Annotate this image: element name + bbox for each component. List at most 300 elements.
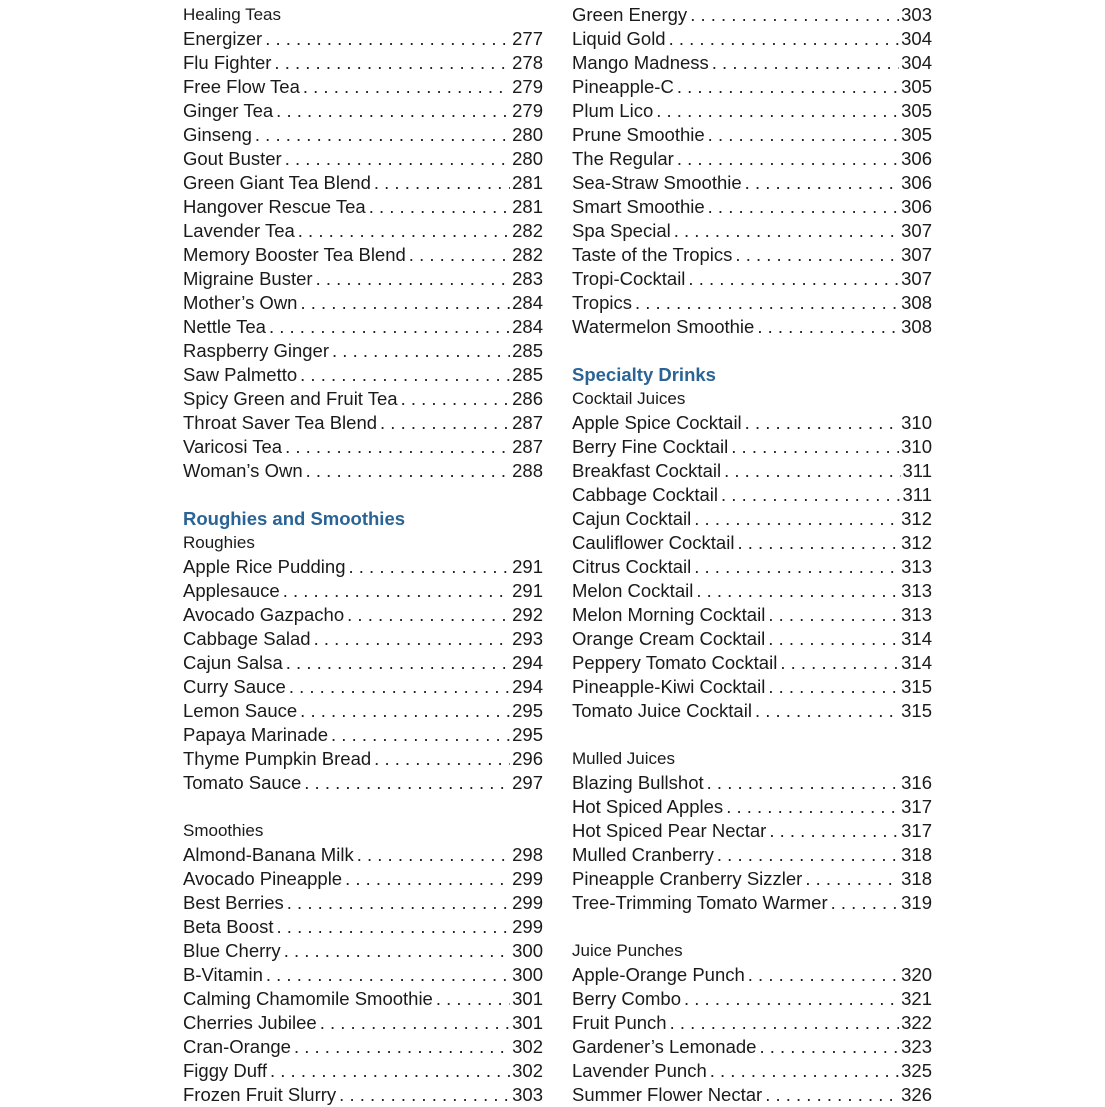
dot-leader	[374, 171, 510, 195]
entry-name: Avocado Pineapple	[183, 868, 343, 889]
entry-page-number: 296	[512, 748, 543, 769]
entry-page-number: 315	[901, 676, 932, 697]
index-entry	[183, 267, 543, 291]
index-entry	[183, 675, 543, 699]
dot-leader	[712, 51, 899, 75]
entry-name: Smart Smoothie	[572, 196, 705, 217]
entry-name: Thyme Pumpkin Bread	[183, 748, 372, 769]
dot-leader	[805, 867, 899, 891]
index-entry	[183, 651, 543, 675]
entry-name: Pineapple Cranberry Sizzler	[572, 868, 803, 889]
index-entry	[183, 99, 543, 123]
entry-page-number: 284	[512, 316, 543, 337]
entry-page-number: 322	[901, 1012, 932, 1033]
entry-name: Watermelon Smoothie	[572, 316, 755, 337]
entry-name: The Regular	[572, 148, 674, 169]
index-entry	[572, 435, 932, 459]
dot-leader	[266, 963, 510, 987]
index-entry	[572, 243, 932, 267]
index-entry	[183, 1083, 543, 1107]
index-entry	[572, 507, 932, 531]
dot-leader	[765, 1083, 899, 1107]
entry-page-number: 300	[512, 940, 543, 961]
entry-page-number: 303	[901, 4, 932, 25]
dot-leader	[694, 555, 899, 579]
index-entry	[183, 867, 543, 891]
dot-leader	[369, 195, 510, 219]
spacer	[572, 915, 932, 939]
entry-page-number: 310	[901, 412, 932, 433]
dot-leader	[300, 699, 510, 723]
entry-name: Tomato Sauce	[183, 772, 302, 793]
entry-page-number: 281	[512, 172, 543, 193]
dot-leader	[287, 891, 510, 915]
dot-leader	[690, 3, 899, 27]
dot-leader	[688, 267, 899, 291]
entry-name: Berry Fine Cocktail	[572, 436, 729, 457]
index-entry	[183, 315, 543, 339]
entry-page-number: 307	[901, 220, 932, 241]
dot-leader	[768, 675, 899, 699]
entry-page-number: 313	[901, 604, 932, 625]
index-entry	[572, 1083, 932, 1107]
entry-page-number: 299	[512, 892, 543, 913]
entry-name: Lemon Sauce	[183, 700, 298, 721]
entry-page-number: 279	[512, 100, 543, 121]
entry-page-number: 306	[901, 148, 932, 169]
index-entry	[183, 51, 543, 75]
entry-name: Berry Combo	[572, 988, 681, 1009]
entry-page-number: 310	[901, 436, 932, 457]
dot-leader	[285, 435, 510, 459]
entry-name: Blazing Bullshot	[572, 772, 704, 793]
index-entry	[183, 339, 543, 363]
entry-page-number: 307	[901, 268, 932, 289]
entry-name: Cabbage Salad	[183, 628, 311, 649]
index-entry	[572, 675, 932, 699]
dot-leader	[294, 1035, 510, 1059]
dot-leader	[409, 243, 510, 267]
entry-page-number: 325	[901, 1060, 932, 1081]
dot-leader	[707, 771, 899, 795]
entry-name: Ginger Tea	[183, 100, 274, 121]
entry-name: Mulled Cranberry	[572, 844, 714, 865]
index-entry	[183, 27, 543, 51]
dot-leader	[284, 939, 510, 963]
entry-page-number: 279	[512, 76, 543, 97]
subsection-heading-juice-punches: Juice Punches	[572, 941, 683, 960]
index-entry	[183, 411, 543, 435]
index-entry	[183, 387, 543, 411]
entry-name: Citrus Cocktail	[572, 556, 692, 577]
entry-page-number: 298	[512, 844, 543, 865]
dot-leader	[708, 123, 899, 147]
entry-page-number: 317	[901, 796, 932, 817]
index-entry	[183, 891, 543, 915]
dot-leader	[694, 507, 899, 531]
index-entry	[183, 435, 543, 459]
entry-page-number: 311	[902, 460, 932, 481]
entry-page-number: 314	[901, 628, 932, 649]
entry-name: Free Flow Tea	[183, 76, 300, 97]
index-entry	[183, 291, 543, 315]
dot-leader	[708, 195, 899, 219]
entry-name: Cran-Orange	[183, 1036, 291, 1057]
dot-leader	[349, 555, 511, 579]
spacer	[183, 795, 543, 819]
entry-name: Saw Palmetto	[183, 364, 298, 385]
entry-name: Cajun Salsa	[183, 652, 283, 673]
dot-leader	[347, 603, 510, 627]
index-entry	[183, 1011, 543, 1035]
entry-page-number: 292	[512, 604, 543, 625]
index-entry	[572, 315, 932, 339]
index-entry	[572, 1059, 932, 1083]
entry-name: Blue Cherry	[183, 940, 281, 961]
index-entry	[183, 147, 543, 171]
entry-name: Migraine Buster	[183, 268, 313, 289]
entry-name: Figgy Duff	[183, 1060, 267, 1081]
entry-page-number: 284	[512, 292, 543, 313]
entry-name: Green Energy	[572, 4, 688, 25]
index-entry	[572, 75, 932, 99]
entry-name: Raspberry Ginger	[183, 340, 330, 361]
entry-page-number: 312	[901, 532, 932, 553]
index-entry	[572, 843, 932, 867]
entry-page-number: 306	[901, 172, 932, 193]
entry-name: Curry Sauce	[183, 676, 286, 697]
dot-leader	[726, 795, 899, 819]
entry-name: Cherries Jubilee	[183, 1012, 317, 1033]
entry-name: Lavender Punch	[572, 1060, 707, 1081]
dot-leader	[717, 843, 899, 867]
entry-name: Varicosi Tea	[183, 436, 283, 457]
dot-leader	[831, 891, 900, 915]
entry-name: Melon Morning Cocktail	[572, 604, 766, 625]
dot-leader	[755, 699, 899, 723]
entry-name: Ginseng	[183, 124, 252, 145]
index-entry	[572, 411, 932, 435]
dot-leader	[285, 147, 510, 171]
dot-leader	[748, 963, 899, 987]
entry-name: Calming Chamomile Smoothie	[183, 988, 433, 1009]
dot-leader	[721, 483, 900, 507]
entry-page-number: 302	[512, 1060, 543, 1081]
dot-leader	[265, 27, 510, 51]
entry-page-number: 287	[512, 436, 543, 457]
entry-name: Memory Booster Tea Blend	[183, 244, 406, 265]
entry-name: Tomato Juice Cocktail	[572, 700, 752, 721]
entry-page-number: 277	[512, 28, 543, 49]
entry-page-number: 299	[512, 868, 543, 889]
entry-page-number: 282	[512, 244, 543, 265]
entry-name: Lavender Tea	[183, 220, 295, 241]
entry-page-number: 293	[512, 628, 543, 649]
entry-name: B-Vitamin	[183, 964, 263, 985]
entry-name: Mango Madness	[572, 52, 709, 73]
index-entry	[183, 195, 543, 219]
entry-name: Cauliflower Cocktail	[572, 532, 735, 553]
entry-name: Throat Saver Tea Blend	[183, 412, 378, 433]
entry-page-number: 294	[512, 676, 543, 697]
entry-name: Spicy Green and Fruit Tea	[183, 388, 398, 409]
entry-name: Green Giant Tea Blend	[183, 172, 371, 193]
dot-leader	[374, 747, 510, 771]
entry-page-number: 287	[512, 412, 543, 433]
entry-name: Pineapple-C	[572, 76, 674, 97]
dot-leader	[724, 459, 900, 483]
entry-name: Liquid Gold	[572, 28, 666, 49]
entry-page-number: 308	[901, 316, 932, 337]
dot-leader	[684, 987, 899, 1011]
entry-page-number: 313	[901, 556, 932, 577]
dot-leader	[768, 603, 899, 627]
index-entry	[572, 459, 932, 483]
entry-name: Tropi-Cocktail	[572, 268, 686, 289]
index-entry	[572, 963, 932, 987]
dot-leader	[274, 51, 510, 75]
index-entry	[183, 939, 543, 963]
subsection-heading-cocktail-juices: Cocktail Juices	[572, 389, 686, 408]
entry-name: Taste of the Tropics	[572, 244, 733, 265]
index-entry	[572, 171, 932, 195]
entry-page-number: 294	[512, 652, 543, 673]
subsection-heading-mulled-juices: Mulled Juices	[572, 749, 675, 768]
entry-name: Flu Fighter	[183, 52, 272, 73]
subsection-heading-smoothies: Smoothies	[183, 821, 264, 840]
entry-page-number: 300	[512, 964, 543, 985]
entry-page-number: 288	[512, 460, 543, 481]
entry-name: Peppery Tomato Cocktail	[572, 652, 778, 673]
entry-page-number: 306	[901, 196, 932, 217]
index-entry	[183, 963, 543, 987]
dot-leader	[255, 123, 510, 147]
dot-leader	[768, 627, 899, 651]
dot-leader	[320, 1011, 510, 1035]
dot-leader	[401, 387, 511, 411]
dot-leader	[303, 75, 510, 99]
entry-page-number: 303	[512, 1084, 543, 1105]
entry-page-number: 301	[512, 988, 543, 1009]
dot-leader	[314, 627, 511, 651]
entry-name: Melon Cocktail	[572, 580, 694, 601]
entry-name: Gardener’s Lemonade	[572, 1036, 757, 1057]
dot-leader	[735, 243, 899, 267]
entry-name: Mother’s Own	[183, 292, 298, 313]
entry-page-number: 323	[901, 1036, 932, 1057]
entry-page-number: 305	[901, 100, 932, 121]
index-entry	[183, 459, 543, 483]
dot-leader	[270, 1059, 510, 1083]
entry-name: Breakfast Cocktail	[572, 460, 722, 481]
entry-name: Sea-Straw Smoothie	[572, 172, 742, 193]
entry-name: Almond-Banana Milk	[183, 844, 354, 865]
dot-leader	[277, 915, 511, 939]
dot-leader	[269, 315, 510, 339]
entry-page-number: 311	[902, 484, 932, 505]
dot-leader	[677, 147, 899, 171]
index-entry	[572, 819, 932, 843]
spacer	[572, 339, 932, 363]
dot-leader	[298, 219, 510, 243]
entry-page-number: 316	[901, 772, 932, 793]
dot-leader	[745, 171, 899, 195]
entry-name: Cajun Cocktail	[572, 508, 692, 529]
entry-name: Hangover Rescue Tea	[183, 196, 366, 217]
entry-name: Gout Buster	[183, 148, 282, 169]
entry-page-number: 280	[512, 124, 543, 145]
dot-leader	[306, 459, 511, 483]
index-entry	[572, 99, 932, 123]
index-entry	[183, 771, 543, 795]
dot-leader	[286, 651, 510, 675]
entry-name: Cabbage Cocktail	[572, 484, 719, 505]
dot-leader	[669, 27, 900, 51]
entry-name: Plum Lico	[572, 100, 654, 121]
dot-leader	[656, 99, 899, 123]
index-entry	[572, 867, 932, 891]
entry-page-number: 321	[901, 988, 932, 1009]
index-column-right	[572, 3, 932, 1107]
entry-name: Applesauce	[183, 580, 280, 601]
dot-leader	[331, 723, 510, 747]
entry-page-number: 301	[512, 1012, 543, 1033]
entry-page-number: 317	[901, 820, 932, 841]
entry-page-number: 295	[512, 724, 543, 745]
index-entry	[572, 699, 932, 723]
section-heading-specialty-drinks: Specialty Drinks	[572, 364, 716, 385]
dot-leader	[780, 651, 899, 675]
index-entry	[572, 987, 932, 1011]
entry-page-number: 286	[512, 388, 543, 409]
entry-name: Frozen Fruit Slurry	[183, 1084, 337, 1105]
entry-page-number: 285	[512, 364, 543, 385]
index-entry	[183, 1059, 543, 1083]
index-entry	[183, 555, 543, 579]
dot-leader	[332, 339, 510, 363]
index-entry	[572, 651, 932, 675]
entry-page-number: 318	[901, 868, 932, 889]
entry-page-number: 281	[512, 196, 543, 217]
dot-leader	[300, 291, 510, 315]
index-entry	[572, 267, 932, 291]
index-entry	[572, 579, 932, 603]
entry-page-number: 319	[901, 892, 932, 913]
entry-name: Papaya Marinade	[183, 724, 329, 745]
index-entry	[572, 123, 932, 147]
entry-page-number: 312	[901, 508, 932, 529]
index-entry	[572, 195, 932, 219]
index-entry	[183, 75, 543, 99]
entry-page-number: 314	[901, 652, 932, 673]
entry-page-number: 291	[512, 580, 543, 601]
index-entry	[572, 3, 932, 27]
index-entry	[572, 603, 932, 627]
index-entry	[183, 603, 543, 627]
dot-leader	[300, 363, 510, 387]
index-entry	[183, 219, 543, 243]
entry-page-number: 299	[512, 916, 543, 937]
entry-page-number: 318	[901, 844, 932, 865]
index-entry	[572, 483, 932, 507]
entry-page-number: 315	[901, 700, 932, 721]
index-entry	[572, 27, 932, 51]
entry-page-number: 295	[512, 700, 543, 721]
entry-page-number: 304	[901, 28, 932, 49]
entry-page-number: 304	[901, 52, 932, 73]
entry-page-number: 302	[512, 1036, 543, 1057]
index-entry	[572, 291, 932, 315]
dot-leader	[283, 579, 510, 603]
entry-name: Hot Spiced Apples	[572, 796, 724, 817]
dot-leader	[757, 315, 899, 339]
entry-name: Apple Rice Pudding	[183, 556, 346, 577]
entry-page-number: 305	[901, 124, 932, 145]
index-column-left	[183, 3, 543, 1107]
dot-leader	[304, 771, 510, 795]
entry-name: Avocado Gazpacho	[183, 604, 345, 625]
entry-name: Prune Smoothie	[572, 124, 705, 145]
dot-leader	[769, 819, 899, 843]
dot-leader	[731, 435, 899, 459]
section-heading-roughies-and-smoothies: Roughies and Smoothies	[183, 508, 406, 529]
entry-page-number: 308	[901, 292, 932, 313]
entry-name: Summer Flower Nectar	[572, 1084, 763, 1105]
index-entry	[572, 147, 932, 171]
entry-page-number: 280	[512, 148, 543, 169]
entry-page-number: 291	[512, 556, 543, 577]
dot-leader	[357, 843, 510, 867]
entry-page-number: 305	[901, 76, 932, 97]
index-entry	[572, 51, 932, 75]
dot-leader	[436, 987, 510, 1011]
entry-name: Apple Spice Cocktail	[572, 412, 742, 433]
entry-page-number: 285	[512, 340, 543, 361]
index-entry	[183, 627, 543, 651]
dot-leader	[276, 99, 510, 123]
entry-page-number: 326	[901, 1084, 932, 1105]
entry-name: Apple-Orange Punch	[572, 964, 745, 985]
dot-leader	[710, 1059, 899, 1083]
entry-page-number: 282	[512, 220, 543, 241]
entry-page-number: 278	[512, 52, 543, 73]
index-entry	[183, 579, 543, 603]
index-entry	[183, 915, 543, 939]
dot-leader	[677, 75, 899, 99]
entry-name: Pineapple-Kiwi Cocktail	[572, 676, 766, 697]
entry-page-number: 283	[512, 268, 543, 289]
index-entry	[183, 243, 543, 267]
dot-leader	[345, 867, 510, 891]
subsection-heading-healing-teas: Healing Teas	[183, 5, 281, 24]
index-entry	[572, 219, 932, 243]
dot-leader	[289, 675, 510, 699]
entry-name: Best Berries	[183, 892, 284, 913]
entry-page-number: 320	[901, 964, 932, 985]
dot-leader	[316, 267, 511, 291]
index-entry	[183, 747, 543, 771]
index-entry	[183, 1035, 543, 1059]
subsection-heading-roughies: Roughies	[183, 533, 255, 552]
dot-leader	[380, 411, 510, 435]
index-entry	[183, 123, 543, 147]
spacer	[572, 723, 932, 747]
entry-page-number: 307	[901, 244, 932, 265]
entry-page-number: 297	[512, 772, 543, 793]
entry-name: Tree-Trimming Tomato Warmer	[572, 892, 828, 913]
index-entry	[572, 627, 932, 651]
index-entry	[183, 699, 543, 723]
